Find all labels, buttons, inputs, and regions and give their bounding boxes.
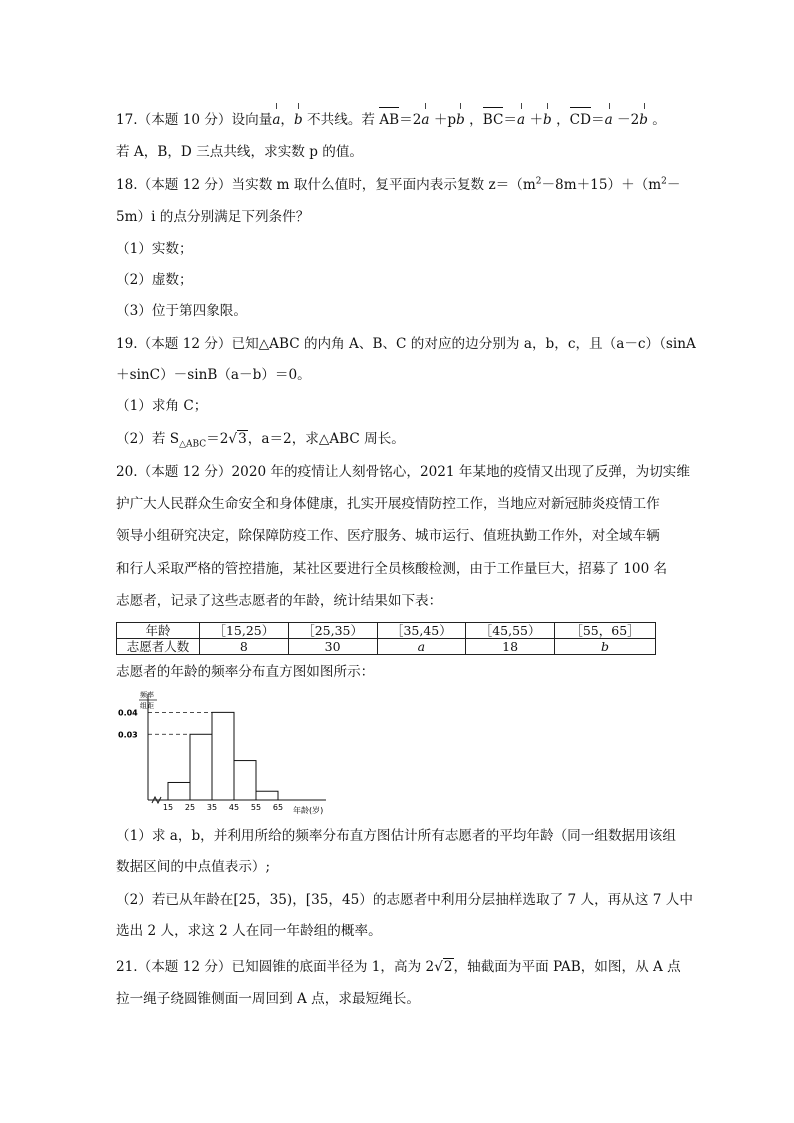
table-row [117,639,656,655]
table-cell: ［15,25） [200,623,289,639]
x-tick-label: 45 [228,803,240,812]
q18-part2: （2）虚数； [116,272,193,288]
q19-p2-b: ＝2 [206,431,229,447]
histogram-bar [168,782,190,800]
q18-line1 [116,175,680,195]
q18-text-a: 18.（本题 12 分）当实数 m 取什么值时，复平面内表示复数 z＝（m [116,177,536,193]
q17-end: 。 [647,112,666,128]
q19-p2-a: （2）若 S [116,431,180,447]
table-cell: 30 [288,639,377,655]
q20-part2-line2: 选出 2 人，求这 2 人在同一年龄组的概率。 [116,923,382,939]
q19-line2: ＋sinC）－sinB（a－b）＝0。 [116,367,311,383]
table-row [117,623,656,639]
vector-a: a [272,112,281,128]
sqrt-radicand: 2 [443,959,453,975]
x-tick-label: 65 [272,803,284,812]
x-axis-label: 年龄(岁) [293,806,324,815]
q18-text-b: －8m＋15）＋（m [541,177,662,193]
table-cell: ［45,55） [466,623,555,639]
table-cell: a [377,639,466,655]
histogram-bar [190,734,212,800]
vector-b: b [639,112,648,128]
x-tick-label: 15 [162,803,174,812]
q17-eq1: ＝2 [399,112,422,128]
q21-line1 [116,957,681,977]
y-tick-label: 0.03 [118,730,138,740]
age-table [116,622,656,655]
x-tick-label: 55 [250,803,262,812]
y-tick-label: 0.04 [118,708,138,718]
q19-p2-c: ，a＝2，求△ABC 周长。 [247,431,405,447]
q18-text-c: － [666,177,681,193]
y-label-top: 频率 [140,691,154,699]
hist-caption: 志愿者的年龄的频率分布直方图如图所示： [116,664,375,680]
table-header-cell: 志愿者人数 [117,639,200,655]
q19-part2 [116,429,405,449]
q17-line1 [116,110,666,130]
sqrt-radicand: 3 [238,431,247,447]
q19-line1: 19.（本题 12 分）已知△ABC 的内角 A、B、C 的对应的边分别为 a，b，c，且（a－c）（sinA [116,336,696,352]
q20-line3: 领导小组研究决定，除保障防疫工作、医疗服务、城市运行、值班执勤工作外，对全域车辆 [116,528,660,544]
table-header-cell: 年龄 [117,623,200,639]
q17-plus-p: ＋p [429,112,457,128]
frequency-histogram [116,686,346,816]
q18-sup: 2 [535,176,542,187]
vector-b: b [294,112,303,128]
q18-sup: 2 [661,176,667,187]
q17-comma: ， [551,112,570,128]
q20-line2: 护广大人民群众生命安全和身体健康，扎实开展疫情防控工作，当地应对新冠肺炎疫情工作 [116,496,660,512]
q19-part1: （1）求角 C； [116,398,208,414]
q18-part1: （1）实数； [116,241,193,257]
q21-line2: 拉一绳子绕圆锥侧面一周回到 A 点，求最短绳长。 [116,991,420,1007]
table-cell: 18 [466,639,555,655]
q17-comma: ， [464,112,483,128]
q17-eq2: ＝ [503,112,518,128]
q21-text-a: 21.（本题 12 分）已知圆锥的底面半径为 1，高为 2 [116,959,435,975]
y-label-bottom: 组距 [140,702,154,710]
table-cell: ［25,35） [288,623,377,639]
q20-part2-line1: （2）若已从年龄在[25，35)，[35，45）的志愿者中利用分层抽样选取了 7 人，再从这 7 人中 [116,892,693,908]
vector-a: a [421,112,430,128]
vector-AB: AB [379,112,400,128]
sqrt-symbol: √2 [434,959,453,975]
x-tick-label: 35 [206,803,218,812]
q20-line4: 和行人采取严格的管控措施，某社区要进行全员核酸检测，由于工作量巨大，招募了 100 名 [116,561,668,577]
q17-mid: 不共线。若 [302,112,380,128]
vector-b: b [456,112,465,128]
q20-part1-line2: 数据区间的中点值表示）; [116,859,271,875]
q21-text-b: ，轴截面为平面 PAB，如图，从 A 点 [453,959,681,975]
q20-line5: 志愿者，记录了这些志愿者的年龄，统计结果如下表： [116,593,443,609]
histogram-bar [212,712,234,800]
table-cell: ［35,45） [377,623,466,639]
q17-eq3: ＝ [590,112,605,128]
q20-part1-line1: （1）求 a，b，并利用所给的频率分布直方图估计所有志愿者的平均年龄（同一组数据用该组 [116,828,676,844]
q19-p2-sub: △ABC [179,439,207,450]
vector-CD: CD [569,112,591,128]
table-cell: ［55，65］ [555,623,656,639]
q18-part3: （3）位于第四象限。 [116,303,247,319]
histogram-bar [234,761,256,800]
q20-line1: 20.（本题 12 分）2020 年的疫情让人刻骨铭心，2021 年某地的疫情又出现了反弹，为切实维 [116,464,690,480]
table-cell: b [555,639,656,655]
vector-a: a [517,112,526,128]
vector-b: b [543,112,552,128]
axis-break-mark [152,797,161,803]
q17-prefix: 17.（本题 10 分）设向量 [116,112,273,128]
q18-line2: 5m）i 的点分别满足下列条件？ [116,209,310,225]
vector-BC: BC [482,112,504,128]
q17-plus: ＋ [525,112,544,128]
q17-sep: ， [280,112,295,128]
sqrt-symbol: √3 [228,431,247,447]
histogram-bar [256,791,278,800]
x-tick-label: 25 [184,803,196,812]
table-cell: 8 [200,639,289,655]
vector-a: a [604,112,613,128]
q17-line2: 若 A，B，D 三点共线，求实数 p 的值。 [116,144,364,160]
q17-minus2: －2 [612,112,640,128]
